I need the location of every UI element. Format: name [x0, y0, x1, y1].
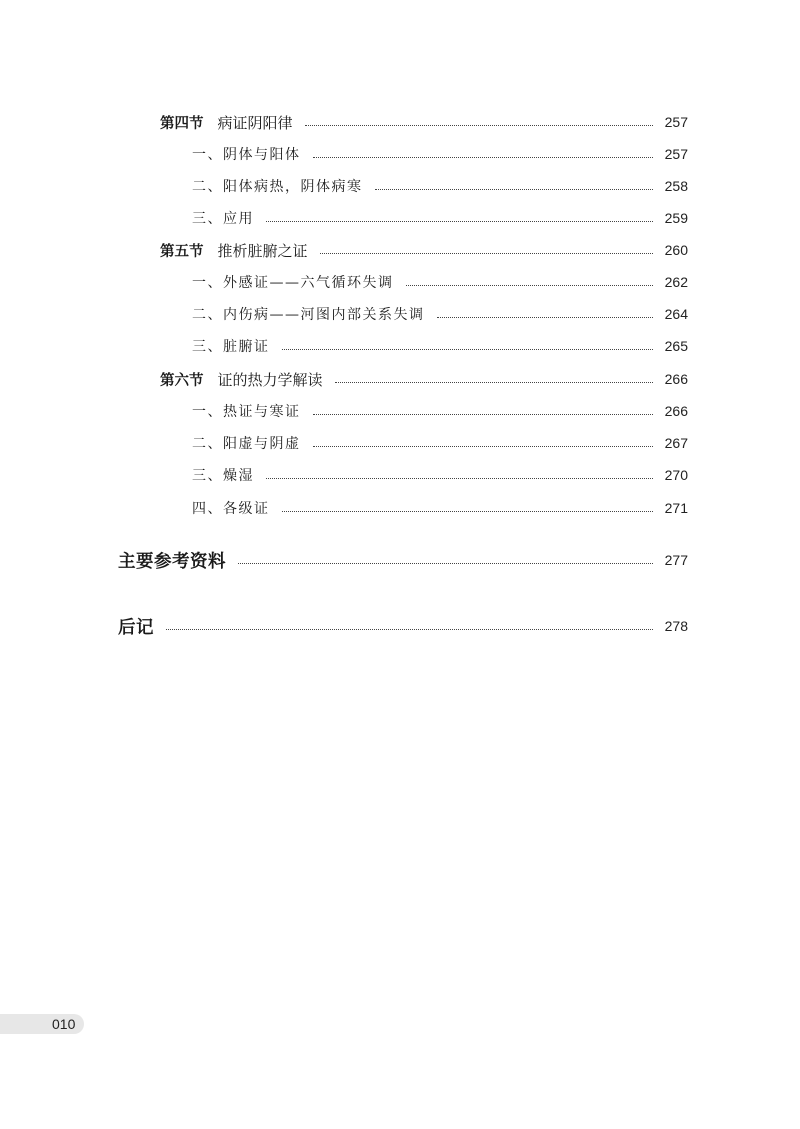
toc-section-6[interactable] [160, 367, 688, 391]
dot-leader [282, 349, 653, 350]
folio-page-number: 010 [52, 1016, 76, 1032]
page-number: 270 [664, 467, 688, 483]
toc-subsection[interactable] [192, 496, 688, 520]
page-number: 260 [664, 242, 688, 258]
toc-subsection[interactable] [192, 399, 688, 423]
subsection-title: 三、脏腑证 [192, 339, 270, 355]
subsection-title: 一、外感证——六气循环失调 [192, 275, 394, 291]
subsection-title: 二、阳体病热，阴体病寒 [192, 179, 363, 195]
section-number: 第四节 [160, 115, 204, 132]
subsection-title: 三、应用 [192, 211, 254, 227]
dot-leader [266, 478, 653, 479]
chapter-title: 主要参考资料 [118, 551, 226, 572]
dot-leader [320, 253, 653, 254]
subsection-title: 四、各级证 [192, 501, 270, 517]
dot-leader [238, 563, 653, 564]
page-number: 262 [664, 274, 688, 290]
dot-leader [406, 285, 653, 286]
toc-chapter-afterword[interactable] [118, 614, 688, 638]
toc-subsection[interactable] [192, 334, 688, 358]
toc-section-4[interactable] [160, 110, 688, 134]
page-number: 265 [664, 338, 688, 354]
dot-leader [305, 125, 653, 126]
section-number: 第六节 [160, 372, 204, 389]
page-number: 267 [664, 435, 688, 451]
page-number: 271 [664, 500, 688, 516]
toc-subsection[interactable] [192, 206, 688, 230]
page-number: 266 [664, 403, 688, 419]
page-number: 264 [664, 306, 688, 322]
subsection-title: 三、燥湿 [192, 468, 254, 484]
chapter-title: 后记 [118, 617, 154, 638]
toc-subsection[interactable] [192, 431, 688, 455]
toc-subsection[interactable] [192, 174, 688, 198]
toc-chapter-references[interactable] [118, 548, 688, 572]
page-number: 277 [664, 552, 688, 568]
page-number: 257 [664, 114, 688, 130]
section-title: 推析脏腑之证 [217, 241, 308, 260]
page-number: 266 [664, 371, 688, 387]
subsection-title: 一、阴体与阳体 [192, 147, 301, 163]
dot-leader [313, 446, 653, 447]
toc-subsection[interactable] [192, 142, 688, 166]
section-title: 病证阴阳律 [217, 113, 293, 132]
dot-leader [166, 629, 653, 630]
subsection-title: 一、热证与寒证 [192, 404, 301, 420]
dot-leader [335, 382, 653, 383]
dot-leader [375, 189, 653, 190]
page-number: 259 [664, 210, 688, 226]
dot-leader [282, 511, 653, 512]
toc-subsection[interactable] [192, 270, 688, 294]
dot-leader [437, 317, 653, 318]
dot-leader [313, 157, 653, 158]
subsection-title: 二、阳虚与阴虚 [192, 436, 301, 452]
toc-subsection[interactable] [192, 302, 688, 326]
section-title: 证的热力学解读 [217, 370, 323, 389]
section-number: 第五节 [160, 243, 204, 260]
page-number: 258 [664, 178, 688, 194]
toc-section-5[interactable] [160, 238, 688, 262]
subsection-title: 二、内伤病——河图内部关系失调 [192, 307, 425, 323]
toc-subsection[interactable] [192, 463, 688, 487]
dot-leader [313, 414, 653, 415]
dot-leader [266, 221, 653, 222]
page-number: 257 [664, 146, 688, 162]
page-number: 278 [664, 618, 688, 634]
